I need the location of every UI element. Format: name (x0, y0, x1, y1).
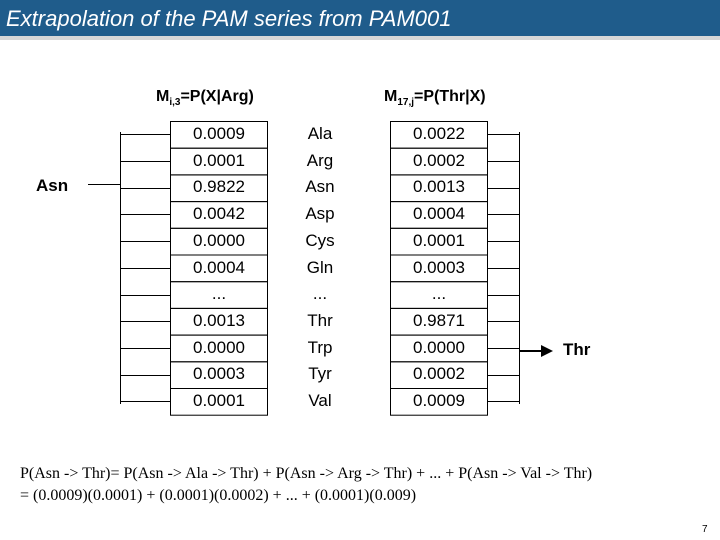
right-value-cell: 0.0003 (413, 257, 465, 277)
header-left-subscript: i,3 (169, 97, 181, 109)
left-bracket-connector (120, 241, 170, 242)
slide-title: Extrapolation of the PAM series from PAM001 (6, 6, 452, 31)
source-label: Asn (36, 176, 69, 195)
amino-acid-cell: Thr (307, 310, 333, 330)
amino-acid-cell: Val (308, 391, 332, 410)
right-value-cell: 0.0002 (413, 364, 465, 384)
left-value-cell: 0.0042 (193, 204, 245, 224)
header-right-main: M (384, 88, 398, 105)
right-value-cell: 0.0000 (413, 337, 465, 357)
amino-acid-cell: ... (312, 284, 328, 304)
right-bracket-connector (488, 348, 520, 349)
amino-acid-cell: Tyr (308, 364, 332, 384)
left-value-cell: 0.0003 (193, 364, 245, 384)
left-value-cell: 0.0001 (193, 391, 245, 410)
left-bracket-connector (120, 268, 170, 269)
amino-acid-cell: Asp (305, 204, 335, 224)
left-bracket-connector (120, 134, 170, 135)
amino-acid-cell: Trp (307, 337, 333, 357)
formula-line-1: P(Asn -> Thr)= P(Asn -> Ala -> Thr) + P(Asn -> Arg -> Thr) + ... + P(Asn -> Val -> Thr) (20, 465, 593, 482)
right-value-cell: ... (431, 284, 447, 304)
amino-acid-cell: Asn (305, 177, 335, 197)
right-bracket-connector (488, 321, 520, 322)
source-connector (88, 184, 121, 185)
page-number: 7 (702, 524, 708, 535)
right-value-cell: 0.9871 (413, 310, 465, 330)
left-bracket-connector (120, 375, 170, 376)
left-value-cell: 0.0001 (193, 150, 245, 170)
left-value-cell: ... (211, 284, 227, 304)
right-bracket-connector (488, 401, 520, 402)
right-bracket-connector (488, 268, 520, 269)
left-value-cell: 0.0009 (193, 124, 245, 143)
left-values-column (170, 121, 268, 411)
header-right-subscript: 17,j (397, 97, 415, 109)
right-value-cell: 0.0001 (413, 230, 465, 250)
target-label: Thr (563, 340, 591, 359)
right-value-cell: 0.0013 (413, 177, 465, 197)
right-value-cell: 0.0022 (413, 124, 465, 143)
header-left-rest: =P(X|Arg) (180, 88, 254, 105)
formula (20, 463, 592, 507)
formula-line-2: = (0.0009)(0.0001) + (0.0001)(0.0002) + ... + (0.0001)(0.009) (20, 487, 417, 504)
right-value-cell: 0.0002 (413, 150, 465, 170)
amino-acid-cell: Gln (306, 257, 334, 277)
target-connector (519, 350, 543, 352)
title-bar (0, 0, 720, 40)
amino-acid-cell: Ala (307, 124, 333, 143)
left-value-cell: 0.0013 (193, 310, 245, 330)
right-bracket-connector (488, 241, 520, 242)
header-left-main: M (156, 88, 170, 105)
left-bracket-connector (120, 188, 170, 189)
amino-acid-column (290, 121, 350, 411)
right-bracket-connector (488, 375, 520, 376)
right-bracket-connector (488, 295, 520, 296)
left-bracket-connector (120, 161, 170, 162)
left-value-cell: 0.0004 (193, 257, 245, 277)
left-value-cell: 0.0000 (193, 230, 245, 250)
left-bracket-connector (120, 401, 170, 402)
right-bracket-connector (488, 161, 520, 162)
left-value-cell: 0.0000 (193, 337, 245, 357)
left-bracket-connector (120, 321, 170, 322)
header-right (384, 88, 486, 108)
left-bracket-connector (120, 295, 170, 296)
right-value-cell: 0.0009 (413, 391, 465, 410)
left-bracket-connector (120, 214, 170, 215)
header-right-rest: =P(Thr|X) (414, 88, 486, 105)
right-value-cell: 0.0004 (413, 204, 465, 224)
right-bracket-connector (488, 188, 520, 189)
right-values-column (390, 121, 488, 411)
left-bracket-connector (120, 348, 170, 349)
target-arrow-icon (541, 345, 553, 357)
right-bracket-connector (488, 214, 520, 215)
header-left (156, 88, 254, 108)
right-bracket-connector (488, 134, 520, 135)
left-value-cell: 0.9822 (193, 177, 245, 197)
amino-acid-cell: Cys (305, 230, 335, 250)
amino-acid-cell: Arg (306, 150, 334, 170)
